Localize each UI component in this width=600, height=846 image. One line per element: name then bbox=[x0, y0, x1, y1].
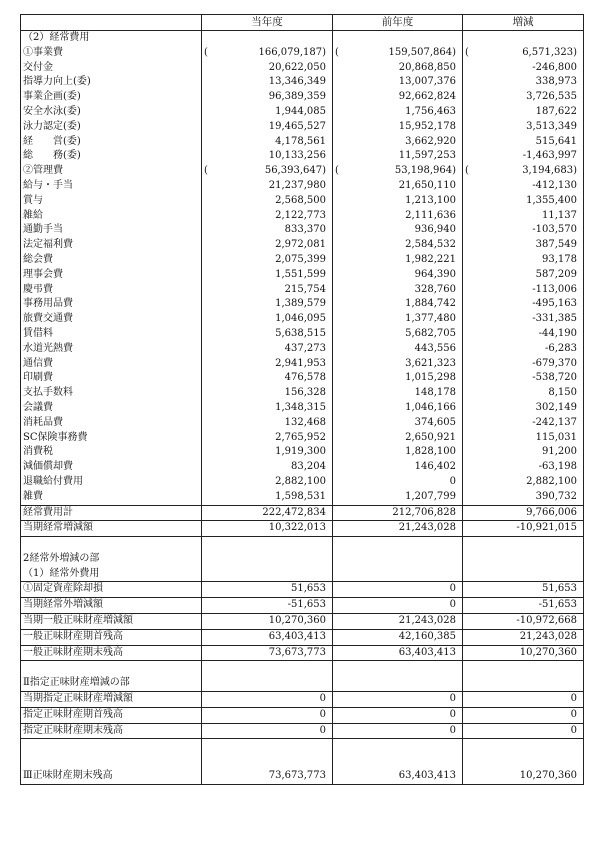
table-row bbox=[21, 431, 584, 446]
table-row bbox=[21, 61, 584, 76]
table-row bbox=[21, 342, 584, 357]
cell-change bbox=[463, 661, 584, 676]
cell-previous: 21,243,028 bbox=[333, 614, 463, 630]
cell-previous: 63,403,413 bbox=[333, 645, 463, 661]
table-row bbox=[21, 283, 584, 298]
table-row bbox=[21, 475, 584, 490]
cell-previous bbox=[333, 739, 463, 754]
table-row bbox=[21, 386, 584, 401]
cell-previous: 1,213,100 bbox=[333, 194, 463, 209]
cell-change bbox=[463, 754, 584, 769]
paren-open: ( bbox=[335, 46, 339, 58]
cell-previous: 63,403,413 bbox=[333, 769, 463, 784]
cell-current bbox=[202, 552, 333, 567]
cell-previous: 1,828,100 bbox=[333, 445, 463, 460]
cell-change: 3,513,349 bbox=[463, 120, 584, 135]
cell-previous bbox=[333, 31, 463, 46]
row-label: 消耗品費 bbox=[21, 416, 202, 431]
cell-current: 73,673,773 bbox=[202, 645, 333, 661]
cell-previous: 1,046,166 bbox=[333, 401, 463, 416]
cell-previous: 0 bbox=[333, 707, 463, 723]
cell-current: 1,598,531 bbox=[202, 490, 333, 505]
cell-previous bbox=[333, 537, 463, 552]
cell-current bbox=[202, 164, 333, 179]
cell-previous: 5,682,705 bbox=[333, 327, 463, 342]
statement-body bbox=[21, 31, 584, 785]
cell-change: 8,150 bbox=[463, 386, 584, 401]
table-row bbox=[21, 582, 584, 598]
row-label: （1）経常外費用 bbox=[21, 567, 202, 582]
cell-change: -103,570 bbox=[463, 223, 584, 238]
table-row bbox=[21, 754, 584, 769]
table-row bbox=[21, 552, 584, 567]
row-label: 旅費交通費 bbox=[21, 312, 202, 327]
cell-change: 587,209 bbox=[463, 268, 584, 283]
cell-previous: 1,377,480 bbox=[333, 312, 463, 327]
table-row bbox=[21, 598, 584, 614]
table-row bbox=[21, 209, 584, 224]
table-row bbox=[21, 445, 584, 460]
row-label: 賃借料 bbox=[21, 327, 202, 342]
cell-change: 390,732 bbox=[463, 490, 584, 505]
cell-current: 2,075,399 bbox=[202, 253, 333, 268]
paren-open: ( bbox=[465, 165, 469, 177]
cell-change: 115,031 bbox=[463, 431, 584, 446]
row-label: 通信費 bbox=[21, 357, 202, 372]
row-label: （2）経常費用 bbox=[21, 31, 202, 46]
row-label: 一般正味財産期首残高 bbox=[21, 629, 202, 645]
cell-change: -538,720 bbox=[463, 371, 584, 386]
cell-previous: 146,402 bbox=[333, 460, 463, 475]
cell-previous: 92,662,824 bbox=[333, 90, 463, 105]
table-row bbox=[21, 521, 584, 537]
cell-previous: 212,706,828 bbox=[333, 505, 463, 521]
cell-previous: 148,178 bbox=[333, 386, 463, 401]
table-row bbox=[21, 490, 584, 505]
cell-change: -412,130 bbox=[463, 179, 584, 194]
cell-previous: 13,007,376 bbox=[333, 75, 463, 90]
cell-current: 215,754 bbox=[202, 283, 333, 298]
table-row bbox=[21, 194, 584, 209]
cell-change: -1,463,997 bbox=[463, 149, 584, 164]
cell-previous bbox=[333, 46, 463, 61]
cell-change: 302,149 bbox=[463, 401, 584, 416]
cell-current: 1,389,579 bbox=[202, 297, 333, 312]
cell-previous bbox=[333, 567, 463, 582]
table-row bbox=[21, 312, 584, 327]
cell-change bbox=[463, 46, 584, 61]
cell-value: 166,079,187 bbox=[258, 46, 323, 58]
cell-change bbox=[463, 164, 584, 179]
cell-change: -63,198 bbox=[463, 460, 584, 475]
cell-change: -679,370 bbox=[463, 357, 584, 372]
paren-close: ) bbox=[573, 46, 577, 58]
row-label: 理事会費 bbox=[21, 268, 202, 283]
table-row bbox=[21, 645, 584, 661]
cell-previous bbox=[333, 676, 463, 691]
row-label: 総 務(委) bbox=[21, 149, 202, 164]
cell-change: 387,549 bbox=[463, 238, 584, 253]
cell-current: 63,403,413 bbox=[202, 629, 333, 645]
cell-change bbox=[463, 31, 584, 46]
cell-change: 93,178 bbox=[463, 253, 584, 268]
cell-previous: 3,662,920 bbox=[333, 135, 463, 150]
row-label: ①事業費 bbox=[21, 46, 202, 61]
cell-current: 1,348,315 bbox=[202, 401, 333, 416]
cell-change: -495,163 bbox=[463, 297, 584, 312]
row-label: 当期経常増減額 bbox=[21, 521, 202, 537]
cell-change: 0 bbox=[463, 692, 584, 708]
cell-change: 9,766,006 bbox=[463, 505, 584, 521]
row-label: 総会費 bbox=[21, 253, 202, 268]
row-label: 経 営(委) bbox=[21, 135, 202, 150]
cell-current: 156,328 bbox=[202, 386, 333, 401]
cell-previous: 1,982,221 bbox=[333, 253, 463, 268]
row-label: SC保険事務費 bbox=[21, 431, 202, 446]
cell-current: 96,389,359 bbox=[202, 90, 333, 105]
row-label: 当期指定正味財産増減額 bbox=[21, 692, 202, 708]
cell-change bbox=[463, 739, 584, 754]
cell-previous: 20,868,850 bbox=[333, 61, 463, 76]
cell-previous: 374,605 bbox=[333, 416, 463, 431]
cell-previous: 21,243,028 bbox=[333, 521, 463, 537]
cell-current: 19,465,527 bbox=[202, 120, 333, 135]
cell-previous: 21,650,110 bbox=[333, 179, 463, 194]
cell-current: 222,472,834 bbox=[202, 505, 333, 521]
cell-previous bbox=[333, 754, 463, 769]
table-row bbox=[21, 357, 584, 372]
row-label bbox=[21, 754, 202, 769]
paren-open: ( bbox=[204, 46, 208, 58]
row-label: 印刷費 bbox=[21, 371, 202, 386]
paren-open: ( bbox=[335, 165, 339, 177]
cell-change: -6,283 bbox=[463, 342, 584, 357]
row-label: 指導力向上(委) bbox=[21, 75, 202, 90]
row-label: ②管理費 bbox=[21, 164, 202, 179]
cell-current: 0 bbox=[202, 692, 333, 708]
table-row bbox=[21, 164, 584, 179]
cell-previous: 2,650,921 bbox=[333, 431, 463, 446]
row-label bbox=[21, 537, 202, 552]
cell-change: 10,270,360 bbox=[463, 769, 584, 784]
table-row bbox=[21, 149, 584, 164]
header-previous-year: 前年度 bbox=[333, 15, 463, 31]
header-change: 増減 bbox=[463, 15, 584, 31]
row-label: 慶弔費 bbox=[21, 283, 202, 298]
cell-current: 1,919,300 bbox=[202, 445, 333, 460]
table-row bbox=[21, 769, 584, 784]
cell-change: -242,137 bbox=[463, 416, 584, 431]
row-label: 当期一般正味財産増減額 bbox=[21, 614, 202, 630]
cell-current: 2,941,953 bbox=[202, 357, 333, 372]
table-row bbox=[21, 90, 584, 105]
cell-change: 187,622 bbox=[463, 105, 584, 120]
table-row bbox=[21, 371, 584, 386]
table-row bbox=[21, 46, 584, 61]
row-label: 水道光熱費 bbox=[21, 342, 202, 357]
paren-close: ) bbox=[452, 46, 456, 58]
cell-previous: 964,390 bbox=[333, 268, 463, 283]
cell-change bbox=[463, 567, 584, 582]
cell-change bbox=[463, 537, 584, 552]
cell-current: 4,178,561 bbox=[202, 135, 333, 150]
table-row bbox=[21, 75, 584, 90]
financial-statement-sheet bbox=[20, 14, 584, 785]
cell-current: 437,273 bbox=[202, 342, 333, 357]
row-label: 指定正味財産期末残高 bbox=[21, 723, 202, 739]
cell-previous: 1,756,463 bbox=[333, 105, 463, 120]
table-row bbox=[21, 238, 584, 253]
cell-current: -51,653 bbox=[202, 598, 333, 614]
row-label: 雑費 bbox=[21, 490, 202, 505]
cell-previous: 0 bbox=[333, 692, 463, 708]
cell-current bbox=[202, 739, 333, 754]
table-row bbox=[21, 105, 584, 120]
cell-change bbox=[463, 552, 584, 567]
row-label: 当期経常外増減額 bbox=[21, 598, 202, 614]
cell-current: 20,622,050 bbox=[202, 61, 333, 76]
row-label: Ⅱ指定正味財産増減の部 bbox=[21, 676, 202, 691]
table-row bbox=[21, 297, 584, 312]
paren-close: ) bbox=[573, 165, 577, 177]
table-row bbox=[21, 135, 584, 150]
cell-previous: 0 bbox=[333, 582, 463, 598]
row-label: 2経常外増減の部 bbox=[21, 552, 202, 567]
cell-change bbox=[463, 676, 584, 691]
header-row bbox=[21, 15, 584, 31]
cell-current: 5,638,515 bbox=[202, 327, 333, 342]
table-row bbox=[21, 537, 584, 552]
table-row bbox=[21, 739, 584, 754]
row-label: 法定福利費 bbox=[21, 238, 202, 253]
cell-change: 10,270,360 bbox=[463, 645, 584, 661]
cell-change: 0 bbox=[463, 723, 584, 739]
statement-table bbox=[20, 14, 584, 785]
table-row bbox=[21, 416, 584, 431]
row-label: 退職給付費用 bbox=[21, 475, 202, 490]
table-row bbox=[21, 268, 584, 283]
cell-current: 10,270,360 bbox=[202, 614, 333, 630]
cell-change: 11,137 bbox=[463, 209, 584, 224]
paren-open: ( bbox=[204, 165, 208, 177]
cell-change: -51,653 bbox=[463, 598, 584, 614]
cell-change: 3,726,535 bbox=[463, 90, 584, 105]
cell-current bbox=[202, 567, 333, 582]
cell-current: 2,765,952 bbox=[202, 431, 333, 446]
cell-change: -246,800 bbox=[463, 61, 584, 76]
paren-close: ) bbox=[322, 165, 326, 177]
table-row bbox=[21, 223, 584, 238]
cell-current bbox=[202, 754, 333, 769]
table-row bbox=[21, 723, 584, 739]
row-label: 安全水泳(委) bbox=[21, 105, 202, 120]
table-row bbox=[21, 661, 584, 676]
cell-value: 159,507,864 bbox=[388, 46, 453, 58]
cell-value: 6,571,323 bbox=[522, 46, 574, 58]
cell-current: 83,204 bbox=[202, 460, 333, 475]
cell-current: 476,578 bbox=[202, 371, 333, 386]
table-row bbox=[21, 179, 584, 194]
cell-previous: 0 bbox=[333, 723, 463, 739]
table-row bbox=[21, 120, 584, 135]
row-label: 消費税 bbox=[21, 445, 202, 460]
cell-change: 338,973 bbox=[463, 75, 584, 90]
cell-current: 0 bbox=[202, 723, 333, 739]
row-label: 給与・手当 bbox=[21, 179, 202, 194]
cell-current: 2,122,773 bbox=[202, 209, 333, 224]
cell-value: 53,198,964 bbox=[394, 165, 453, 177]
table-row bbox=[21, 614, 584, 630]
table-row bbox=[21, 505, 584, 521]
cell-previous: 328,760 bbox=[333, 283, 463, 298]
cell-current: 1,944,085 bbox=[202, 105, 333, 120]
cell-change: -44,190 bbox=[463, 327, 584, 342]
cell-previous: 1,884,742 bbox=[333, 297, 463, 312]
table-row bbox=[21, 460, 584, 475]
cell-previous: 443,556 bbox=[333, 342, 463, 357]
row-label: 事業企画(委) bbox=[21, 90, 202, 105]
cell-current: 10,322,013 bbox=[202, 521, 333, 537]
row-label: 経常費用計 bbox=[21, 505, 202, 521]
row-label: ①固定資産除却損 bbox=[21, 582, 202, 598]
row-label: 会議費 bbox=[21, 401, 202, 416]
row-label: 指定正味財産期首残高 bbox=[21, 707, 202, 723]
cell-previous bbox=[333, 661, 463, 676]
paren-open: ( bbox=[465, 46, 469, 58]
cell-previous bbox=[333, 164, 463, 179]
cell-change: -10,972,668 bbox=[463, 614, 584, 630]
header-label bbox=[21, 15, 202, 31]
row-label bbox=[21, 739, 202, 754]
cell-previous: 2,111,636 bbox=[333, 209, 463, 224]
cell-previous: 42,160,385 bbox=[333, 629, 463, 645]
table-row bbox=[21, 707, 584, 723]
cell-previous: 0 bbox=[333, 598, 463, 614]
row-label: 雑給 bbox=[21, 209, 202, 224]
row-label: 通勤手当 bbox=[21, 223, 202, 238]
cell-previous: 11,597,253 bbox=[333, 149, 463, 164]
table-row bbox=[21, 31, 584, 46]
cell-previous bbox=[333, 552, 463, 567]
cell-change: -10,921,015 bbox=[463, 521, 584, 537]
row-label: 交付金 bbox=[21, 61, 202, 76]
row-label: 一般正味財産期末残高 bbox=[21, 645, 202, 661]
cell-change: 1,355,400 bbox=[463, 194, 584, 209]
cell-current: 1,046,095 bbox=[202, 312, 333, 327]
cell-previous: 936,940 bbox=[333, 223, 463, 238]
cell-current bbox=[202, 676, 333, 691]
cell-current bbox=[202, 46, 333, 61]
cell-change: 515,641 bbox=[463, 135, 584, 150]
cell-current: 13,346,349 bbox=[202, 75, 333, 90]
cell-previous: 15,952,178 bbox=[333, 120, 463, 135]
table-row bbox=[21, 676, 584, 691]
cell-current: 2,568,500 bbox=[202, 194, 333, 209]
cell-change: -331,385 bbox=[463, 312, 584, 327]
cell-previous: 2,584,532 bbox=[333, 238, 463, 253]
cell-value: 3,194,683 bbox=[522, 165, 574, 177]
cell-current bbox=[202, 661, 333, 676]
cell-change: 2,882,100 bbox=[463, 475, 584, 490]
cell-current: 2,882,100 bbox=[202, 475, 333, 490]
paren-close: ) bbox=[322, 46, 326, 58]
row-label: 泳力認定(委) bbox=[21, 120, 202, 135]
row-label: 支払手数料 bbox=[21, 386, 202, 401]
cell-previous: 3,621,323 bbox=[333, 357, 463, 372]
cell-current: 2,972,081 bbox=[202, 238, 333, 253]
table-row bbox=[21, 567, 584, 582]
table-row bbox=[21, 692, 584, 708]
cell-change: 91,200 bbox=[463, 445, 584, 460]
table-row bbox=[21, 629, 584, 645]
row-label: 賞与 bbox=[21, 194, 202, 209]
cell-current bbox=[202, 537, 333, 552]
cell-change: 51,653 bbox=[463, 582, 584, 598]
row-label: 減価償却費 bbox=[21, 460, 202, 475]
cell-change: 0 bbox=[463, 707, 584, 723]
row-label: Ⅲ正味財産期末残高 bbox=[21, 769, 202, 784]
table-row bbox=[21, 327, 584, 342]
cell-value: 56,393,647 bbox=[264, 165, 323, 177]
header-current-year: 当年度 bbox=[202, 15, 333, 31]
cell-current: 132,468 bbox=[202, 416, 333, 431]
cell-current: 73,673,773 bbox=[202, 769, 333, 784]
cell-change: 21,243,028 bbox=[463, 629, 584, 645]
table-row bbox=[21, 401, 584, 416]
cell-current: 833,370 bbox=[202, 223, 333, 238]
row-label: 事務用品費 bbox=[21, 297, 202, 312]
table-row bbox=[21, 253, 584, 268]
cell-previous: 0 bbox=[333, 475, 463, 490]
paren-close: ) bbox=[452, 165, 456, 177]
cell-current: 10,133,256 bbox=[202, 149, 333, 164]
cell-current: 0 bbox=[202, 707, 333, 723]
cell-current bbox=[202, 31, 333, 46]
cell-previous: 1,207,799 bbox=[333, 490, 463, 505]
cell-current: 1,551,599 bbox=[202, 268, 333, 283]
cell-current: 21,237,980 bbox=[202, 179, 333, 194]
cell-change: -113,006 bbox=[463, 283, 584, 298]
row-label bbox=[21, 661, 202, 676]
cell-current: 51,653 bbox=[202, 582, 333, 598]
cell-previous: 1,015,298 bbox=[333, 371, 463, 386]
